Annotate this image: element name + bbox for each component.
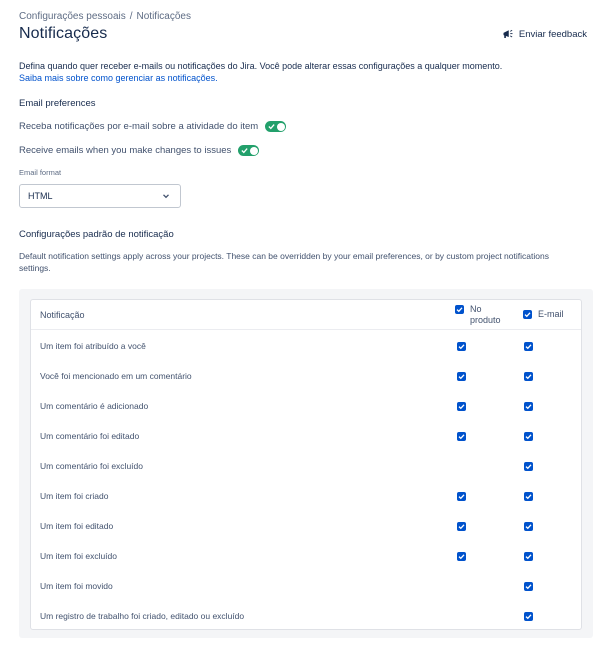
notification-label: Um item foi movido [40, 581, 113, 591]
column-notification: Notificação [40, 310, 85, 320]
check-icon [241, 146, 248, 155]
page-title: Notificações [19, 25, 108, 42]
in-product-checkbox[interactable] [457, 372, 466, 381]
notification-label: Um item foi criado [40, 491, 109, 501]
pref-label-own-changes: Receive emails when you make changes to issues [19, 145, 232, 156]
notification-table [30, 299, 582, 630]
column-in-product-label: No produto [470, 304, 501, 325]
toggle-knob [277, 123, 285, 131]
activity-email-toggle[interactable] [265, 121, 286, 132]
notification-label: Um item foi excluído [40, 551, 117, 561]
notification-table-container [19, 289, 593, 638]
email-all-checkbox[interactable] [523, 310, 532, 319]
column-email [523, 309, 564, 319]
intro-text [19, 60, 589, 84]
check-icon [524, 402, 533, 411]
breadcrumb [19, 11, 191, 22]
breadcrumb-current[interactable]: Notificações [136, 11, 191, 22]
own-changes-email-toggle[interactable] [238, 145, 259, 156]
column-in-product [455, 304, 510, 326]
intro-description: Defina quando quer receber e-mails ou notificações do Jira. Você pode alterar essas configurações a qualquer momento. [19, 61, 503, 71]
notification-label: Um item foi editado [40, 521, 114, 531]
send-feedback-label: Enviar feedback [518, 28, 587, 40]
pref-row-activity [19, 121, 286, 132]
table-row [31, 481, 581, 511]
email-checkbox[interactable] [524, 342, 533, 351]
notification-defaults-description: Default notification settings apply across your projects. These can be overridden by your email preferences, or by custom project notifications settings. [19, 251, 549, 273]
check-icon [524, 462, 533, 471]
column-email-label: E-mail [538, 309, 564, 319]
email-checkbox[interactable] [524, 612, 533, 621]
notification-label: Um comentário é adicionado [40, 401, 149, 411]
email-checkbox[interactable] [524, 432, 533, 441]
check-icon [457, 402, 466, 411]
in-product-checkbox[interactable] [457, 432, 466, 441]
table-row [31, 541, 581, 571]
table-row [31, 571, 581, 601]
email-checkbox[interactable] [524, 492, 533, 501]
check-icon [457, 522, 466, 531]
table-row [31, 421, 581, 451]
check-icon [457, 432, 466, 441]
email-checkbox[interactable] [524, 522, 533, 531]
toggle-knob [250, 147, 258, 155]
email-format-select[interactable] [19, 184, 181, 208]
pref-row-own-changes [19, 145, 259, 156]
email-checkbox[interactable] [524, 552, 533, 561]
check-icon [524, 432, 533, 441]
pref-label-activity: Receba notificações por e-mail sobre a atividade do item [19, 121, 259, 132]
learn-more-link[interactable]: Saiba mais sobre como gerenciar as notificações. [19, 73, 218, 83]
check-icon [524, 522, 533, 531]
check-icon [524, 342, 533, 351]
check-icon [524, 372, 533, 381]
check-icon [524, 582, 533, 591]
check-icon [457, 492, 466, 501]
in-product-checkbox[interactable] [457, 552, 466, 561]
in-product-checkbox[interactable] [457, 522, 466, 531]
email-format-value: HTML [28, 191, 53, 201]
notification-label: Um registro de trabalho foi criado, editado ou excluído [40, 611, 245, 621]
notification-defaults-heading: Configurações padrão de notificação [19, 229, 174, 240]
check-icon [457, 552, 466, 561]
check-icon [524, 492, 533, 501]
email-checkbox[interactable] [524, 402, 533, 411]
breadcrumb-separator: / [129, 11, 133, 22]
table-row [31, 331, 581, 361]
email-checkbox[interactable] [524, 582, 533, 591]
megaphone-icon [502, 28, 514, 40]
breadcrumb-parent[interactable]: Configurações pessoais [19, 11, 126, 22]
email-checkbox[interactable] [524, 462, 533, 471]
check-icon [524, 552, 533, 561]
notification-label: Um comentário foi editado [40, 431, 140, 441]
check-icon [457, 342, 466, 351]
in-product-checkbox[interactable] [457, 402, 466, 411]
in-product-checkbox[interactable] [457, 342, 466, 351]
notification-label: Você foi mencionado em um comentário [40, 371, 192, 381]
in-product-all-checkbox[interactable] [455, 305, 464, 314]
notification-label: Um item foi atribuído a você [40, 341, 146, 351]
table-row [31, 361, 581, 391]
check-icon [268, 122, 275, 131]
email-checkbox[interactable] [524, 372, 533, 381]
check-icon [523, 310, 532, 319]
table-row [31, 451, 581, 481]
send-feedback-button[interactable] [502, 28, 587, 40]
table-row [31, 511, 581, 541]
email-preferences-heading: Email preferences [19, 98, 96, 109]
check-icon [455, 305, 464, 314]
notification-label: Um comentário foi excluído [40, 461, 143, 471]
email-format-label: Email format [19, 168, 62, 177]
table-header [31, 300, 581, 330]
chevron-down-icon [162, 192, 170, 200]
table-row [31, 391, 581, 421]
check-icon [524, 612, 533, 621]
in-product-checkbox[interactable] [457, 492, 466, 501]
check-icon [457, 372, 466, 381]
table-row [31, 601, 581, 631]
